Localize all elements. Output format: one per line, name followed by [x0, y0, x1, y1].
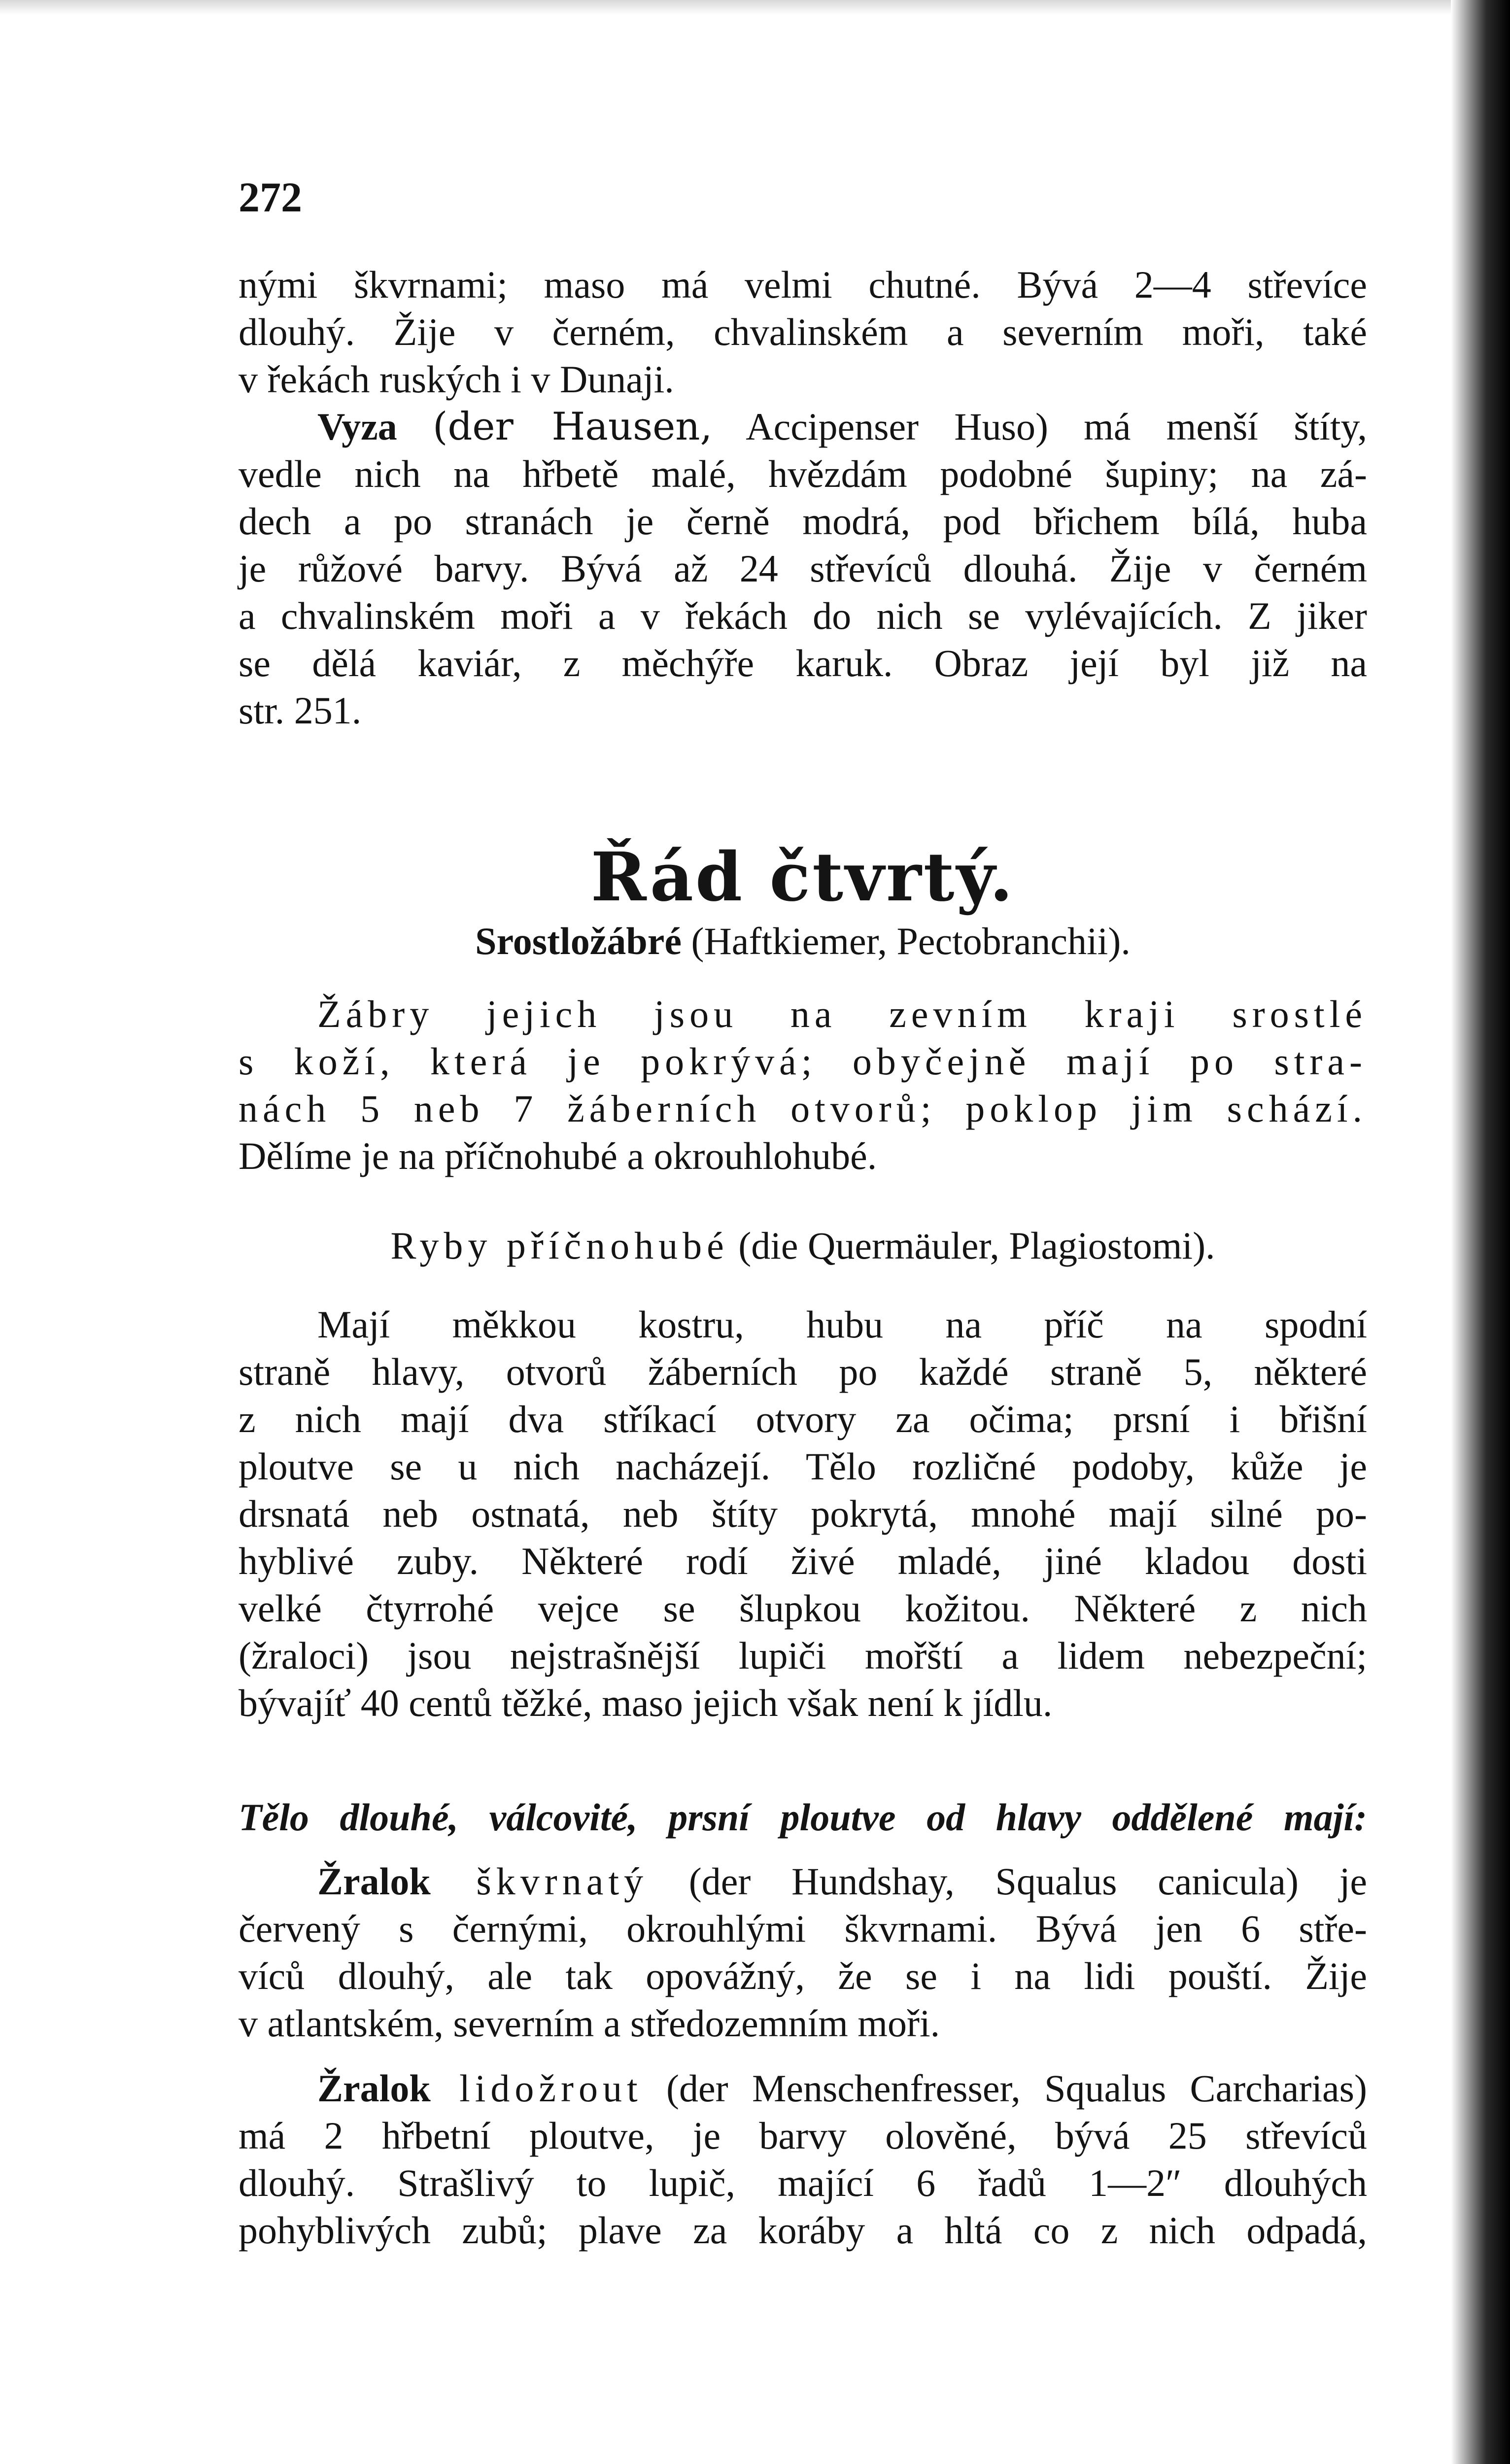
paragraph-line: (žraloci) jsou nejstrašnější lupiči mořští a lidem nebezpeční;	[239, 1634, 1367, 1677]
section-heading-rest: (die Quermäuler, Plagiostomi).	[728, 1224, 1215, 1267]
paragraph-text: (der Menschenfresser, Squalus Carcharias)	[642, 2067, 1368, 2110]
paragraph-line: bývajíť 40 centů těžké, maso jejich však není k jídlu.	[239, 1681, 1053, 1724]
chapter-subtitle	[239, 918, 1367, 965]
paragraph-line: se dělá kaviár, z měchýře karuk. Obraz její byl již na	[239, 642, 1367, 684]
page-gutter-shadow	[1451, 0, 1510, 2464]
paragraph-line	[239, 403, 1367, 450]
paragraph-text: (der Hundshay, Squalus canicula) je	[648, 1860, 1368, 1903]
paragraph-line: nými škvrnami; maso má velmi chutné. Bývá 2—4 střevíce	[239, 263, 1367, 306]
paragraph-line: ploutve se u nich nacházejí. Tělo rozličné podoby, kůže je	[239, 1445, 1367, 1488]
section-heading	[239, 1222, 1367, 1269]
paragraph-line	[239, 1858, 1367, 1905]
paragraph-line: z nich mají dva stříkací otvory za očima; prsní i břišní	[239, 1398, 1367, 1440]
paragraph-line: má 2 hřbetní ploutve, je barvy olověné, bývá 25 střevíců	[239, 2114, 1367, 2157]
chapter-subtitle-rest: (Haftkiemer, Pectobranchii).	[682, 920, 1131, 962]
paragraph-line: straně hlavy, otvorů žáberních po každé straně 5, některé	[239, 1350, 1367, 1393]
paragraph-line: červený s černými, okrouhlými škvrnami. Bývá jen 6 stře-	[239, 1907, 1367, 1950]
paragraph-line	[239, 2065, 1367, 2112]
paragraph-line: vedle nich na hřbetě malé, hvězdám podobné šupiny; na zá-	[239, 452, 1367, 495]
german-name: (der Hausen,	[433, 405, 713, 449]
paragraph-line: víců dlouhý, ale tak opovážný, že se i na lidi pouští. Žije	[239, 1954, 1367, 1997]
paragraph-line: v řekách ruských i v Dunaji.	[239, 358, 674, 401]
paragraph-line: velké čtyrrohé vejce se šlupkou kožitou. Některé z nich	[239, 1587, 1367, 1630]
species-epithet: lidožrout	[430, 2067, 643, 2110]
species-term: Vyza	[317, 405, 397, 448]
page-number: 272	[239, 173, 302, 221]
italic-subheading: Tělo dlouhé, válcovité, prsní ploutve od hlavy oddělené mají:	[239, 1796, 1367, 1839]
paragraph-line: s koží, která je pokrývá; obyčejně mají po stra-	[239, 1040, 1367, 1083]
species-term: Žralok	[317, 1860, 431, 1903]
paragraph-line: nách 5 neb 7 žáberních otvorů; poklop jim schází.	[239, 1087, 1367, 1130]
species-epithet: škvrnatý	[430, 1860, 649, 1903]
paragraph-line: v atlantském, severním a středozemním moři.	[239, 2002, 940, 2045]
section-heading-spaced: Ryby příčnohubé	[390, 1224, 729, 1267]
species-term: Žralok	[317, 2067, 431, 2110]
paragraph-line: dlouhý. Strašlivý to lupič, mající 6 řadů 1—2″ dlouhých	[239, 2161, 1367, 2204]
paragraph-line: a chvalinském moři a v řekách do nich se vylévajících. Z jiker	[239, 594, 1367, 637]
paragraph-line: dech a po stranách je černě modrá, pod břichem bílá, huba	[239, 500, 1367, 543]
paragraph-line: str. 251.	[239, 689, 362, 732]
page-top-shadow	[0, 0, 1451, 15]
paragraph-line: Mají měkkou kostru, hubu na příč na spodní	[317, 1303, 1367, 1346]
paragraph-line: drsnatá neb ostnatá, neb štíty pokrytá, mnohé mají silné po-	[239, 1492, 1367, 1535]
chapter-subtitle-term: Srostložábré	[475, 920, 682, 962]
chapter-title: Řád čtvrtý.	[590, 838, 1015, 917]
paragraph-line: hyblivé zuby. Některé rodí živé mladé, jiné kladou dosti	[239, 1540, 1367, 1582]
paragraph-line: pohyblivých zubů; plave za koráby a hltá co z nich odpadá,	[239, 2209, 1367, 2252]
paragraph-line: dlouhý. Žije v černém, chvalinském a severním moři, také	[239, 310, 1367, 353]
paragraph-text: Accipenser Huso) má menší štíty,	[712, 405, 1367, 448]
paragraph-line: Žábry jejich jsou na zevním kraji srostlé	[317, 992, 1367, 1035]
paragraph-line: je růžové barvy. Bývá až 24 střevíců dlouhá. Žije v černém	[239, 547, 1367, 590]
book-page	[239, 172, 1367, 2464]
paragraph-line: Dělíme je na příčnohubé a okrouhlohubé.	[239, 1134, 877, 1177]
